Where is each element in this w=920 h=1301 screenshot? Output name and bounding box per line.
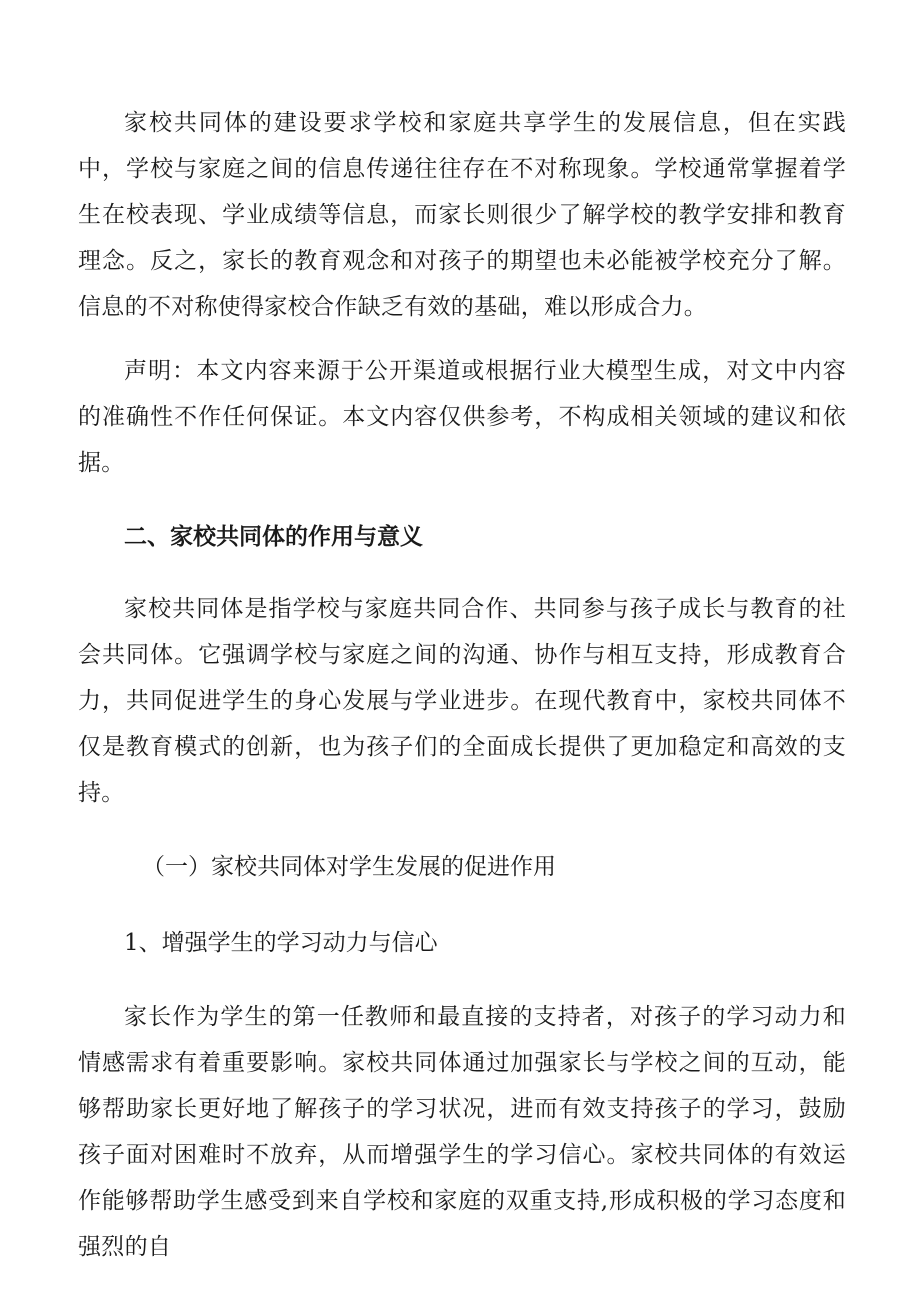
body-paragraph-info-asymmetry: 家校共同体的建设要求学校和家庭共享学生的发展信息，但在实践中，学校与家庭之间的信息传递往往存在不对称现象。学校通常掌握着学生在校表现、学业成绩等信息，而家长则很少了解学校的教学安排和教育理念。反之，家长的教育观念和对孩子的期望也未必能被学校充分了解。信息的不对称使得家校合作缺乏有效的基础，难以形成合力。 (78, 110, 846, 320)
body-paragraph-motivation: 家长作为学生的第一任教师和最直接的支持者，对孩子的学习动力和情感需求有着重要影响。家校共同体通过加强家长与学校之间的互动，能够帮助家长更好地了解孩子的学习状况，进而有效支持孩子的学习，鼓励孩子面对困难时不放弃，从而增强学生的学习信心。家校共同体的有效运作能够帮助学生感受到来自学校和家庭的双重支持,形成积极的学习态度和强烈的自 (78, 1004, 846, 1260)
disclaimer-paragraph: 声明：本文内容来源于公开渠道或根据行业大模型生成，对文中内容的准确性不作任何保证。本文内容仅供参考，不构成相关领域的建议和依据。 (78, 358, 846, 476)
document-page (78, 100, 846, 1270)
body-paragraph-definition: 家校共同体是指学校与家庭共同合作、共同参与孩子成长与教育的社会共同体。它强调学校与家庭之间的沟通、协作与相互支持，形成教育合力，共同促进学生的身心发展与学业进步。在现代教育中，家校共同体不仅是教育模式的创新，也为孩子们的全面成长提供了更加稳定和高效的支持。 (78, 596, 846, 806)
item-heading: 1、增强学生的学习动力与信心 (124, 930, 438, 956)
section-heading: 二、家校共同体的作用与意义 (124, 524, 423, 550)
subsection-heading: （一）家校共同体对学生发展的促进作用 (142, 854, 556, 880)
